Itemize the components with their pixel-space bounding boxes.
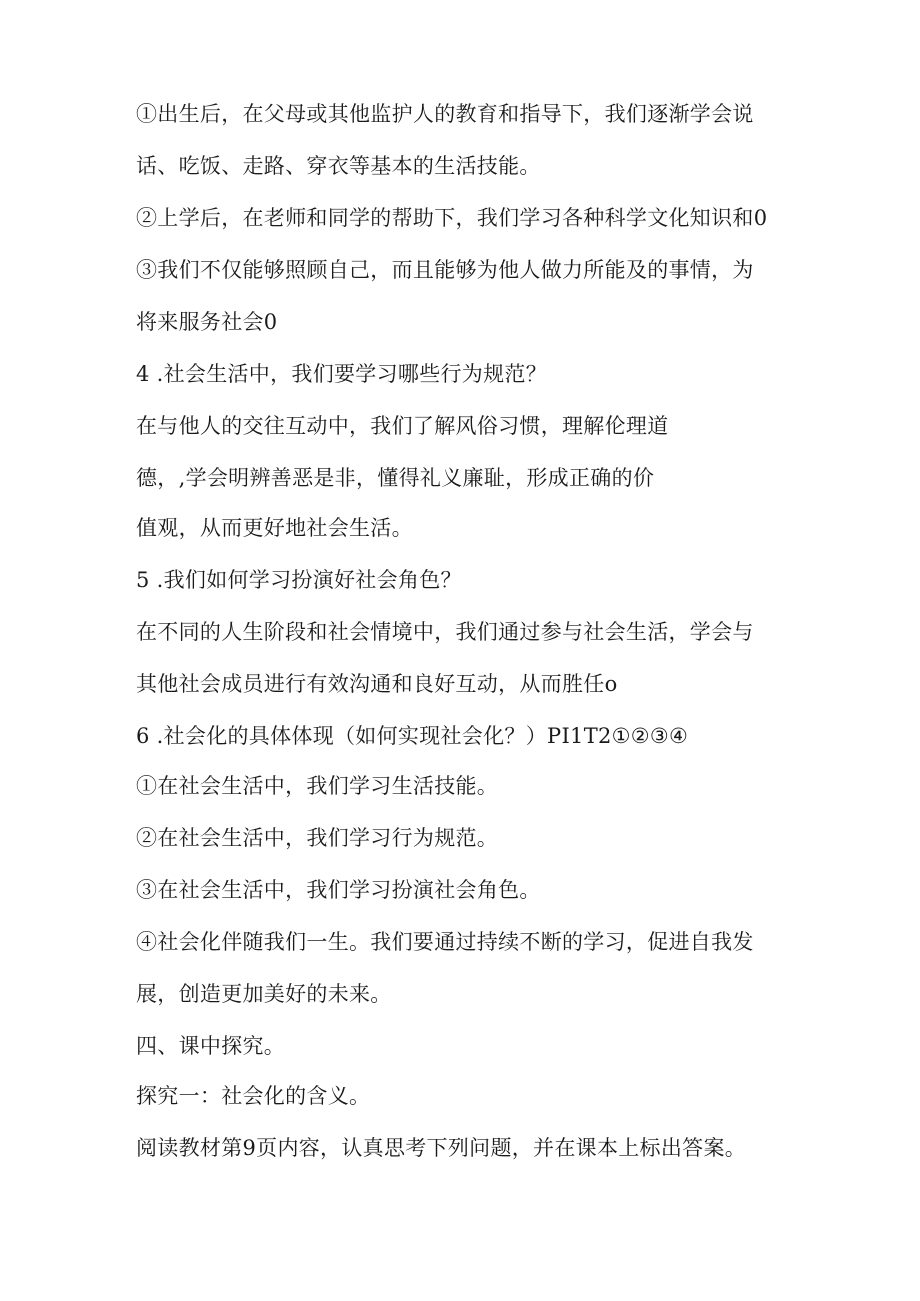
text-line: ③我们不仅能够照顾自己，而且能够为他人做力所能及的事情，为 [136,258,754,282]
text-line: ④社会化伴随我们一生。我们要通过持续不断的学习，促进自我发 [136,930,754,954]
text-line: ①出生后，在父母或其他监护人的教育和指导下，我们逐渐学会说 [136,102,754,126]
question-heading: 4 .社会生活中，我们要学习哪些行为规范？ [136,362,548,386]
text-line: 其他社会成员进行有效沟通和良好互动，从而胜任o [136,672,618,696]
question-heading: 5 .我们如何学习扮演好社会角色？ [136,568,462,592]
question-heading: 6 .社会化的具体体现（如何实现社会化？）PI1T2①②③④ [136,724,689,748]
text-line: ②上学后，在老师和同学的帮助下，我们学习各种科学文化知识和0 [136,206,768,230]
text-line: ①在社会生活中，我们学习生活技能。 [136,774,499,798]
text-line: 值观，从而更好地社会生活。 [136,516,413,540]
text-line: 话、吃饭、走路、穿衣等基本的生活技能。 [136,154,541,178]
text-line: 在不同的人生阶段和社会情境中，我们通过参与社会生活，学会与 [136,620,754,644]
section-heading: 四、课中探究。 [136,1034,286,1058]
text-line: 将来服务社会0 [136,310,278,334]
text-line: ②在社会生活中，我们学习行为规范。 [136,826,499,850]
text-line: ③在社会生活中，我们学习扮演社会角色。 [136,878,541,902]
text-line: 德，,学会明辨善恶是非，懂得礼义廉耻，形成正确的价 [136,466,655,490]
text-line: 阅读教材第9页内容，认真思考下列问题，并在课本上标出答案。 [136,1136,747,1160]
text-line: 在与他人的交往互动中，我们了解风俗习惯，理解伦理道 [136,414,669,438]
text-line: 展，创造更加美好的未来。 [136,982,392,1006]
subsection-heading: 探究一：社会化的含义。 [136,1084,371,1108]
